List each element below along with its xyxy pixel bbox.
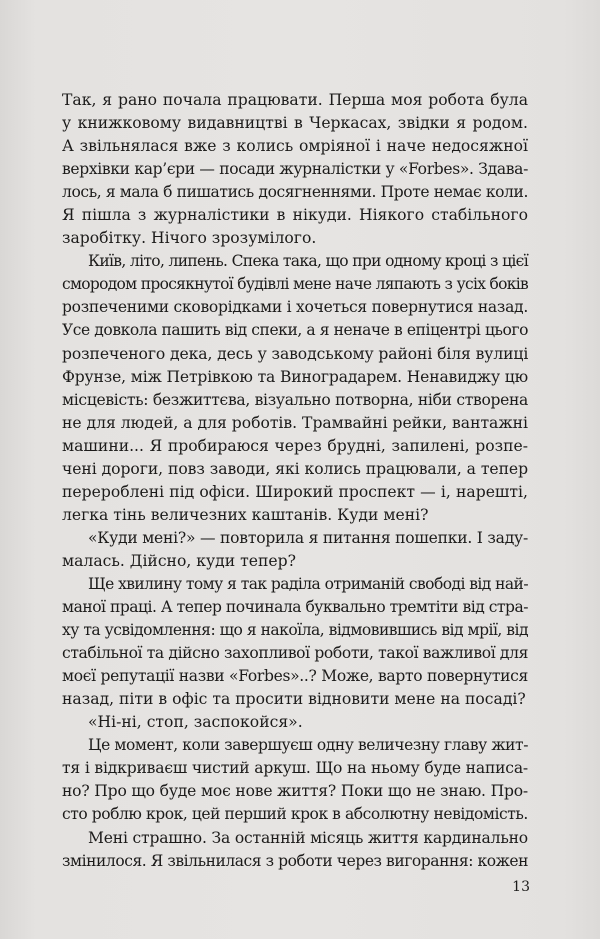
text-line: Мені страшно. За останній місяць життя кардинально [88,828,528,847]
text-line: ху та усвідомлення: що я накоїла, відмовившись від мрії, від [62,621,528,640]
text-line: сто роблю крок, цей перший крок в абсолютну невідомість. [62,805,528,824]
text-line: малась. Дійсно, куди тепер? [62,551,296,570]
text-line: у книжковому видавництві в Черкасах, звідки я родом. [62,114,528,133]
text-line: верхівки кар’єри — посади журналістки у «Forbes». Здава- [62,160,528,179]
text-line: назад, піти в офіс та просити відновити мене на посаді? [62,690,526,709]
page-number: 13 [512,879,530,895]
text-line: машини... Я пробираюся через брудні, запилені, розпе- [62,436,528,455]
text-line: Київ, літо, липень. Спека така, що при одному кроці з цієї [88,252,528,271]
text-line: розпеченого дека, десь у заводському районі біля вулиці [62,344,529,363]
text-line: стабільної та дійсно захопливої роботи, такої важливої для [62,644,529,663]
text-line: змінилося. Я звільнилася з роботи через вигорання: кожен [62,851,529,870]
text-line: моєї репутації назви «Forbes»..? Може, варто повернутися [62,667,528,686]
text-line: чені дороги, повз заводи, які колись працювали, а тепер [62,459,528,478]
body-text [62,89,528,873]
text-line: розпеченими сковорідками і хочеться повернутися назад. [62,298,528,317]
text-line: не для людей, а для роботів. Трамвайні рейки, вантажні [62,413,528,432]
text-line: «Куди мені?» — повторила я питання пошепки. І заду- [88,528,528,547]
text-line: но? Про що буде моє нове життя? Поки що не знаю. Про- [62,782,528,801]
text-line: заробітку. Нічого зрозумілого. [62,229,317,248]
text-line: «Ні-ні, стоп, заспокойся». [88,713,303,732]
text-line: місцевість: безжиттєва, візуально потворна, ніби створена [62,390,528,409]
text-line: тя і відкриваєш чистий аркуш. Що на ньому буде написа- [62,759,528,778]
text-line: Усе довкола пашить від спеки, а я неначе в епіцентрі цього [62,321,528,340]
text-line: Фрунзе, між Петрівкою та Виноградарем. Ненавиджу цю [62,367,528,386]
text-line: Так, я рано почала працювати. Перша моя робота була [62,91,528,109]
text-line: Я пішла з журналістики в нікуди. Ніякого стабільного [62,206,528,225]
text-line: А звільнялася вже з колись омріяної і наче недосяжної [62,137,528,156]
text-line: смородом просякнутої будівлі мене наче ляпають з усіх боків [62,275,528,294]
text-line: лось, я мала б пишатись досягненнями. Проте немає коли. [62,183,528,202]
text-line: маної праці. А тепер починала буквально тремтіти від стра- [62,598,528,617]
text-line: Ще хвилину тому я так раділа отриманій свободі від най- [88,574,528,593]
text-line: перероблені під офіси. Широкий проспект — і, нарешті, [62,482,528,501]
text-line: легка тінь величезних каштанів. Куди мені? [62,505,429,524]
text-line: Це момент, коли завершуєш одну величезну главу жит- [88,736,528,755]
